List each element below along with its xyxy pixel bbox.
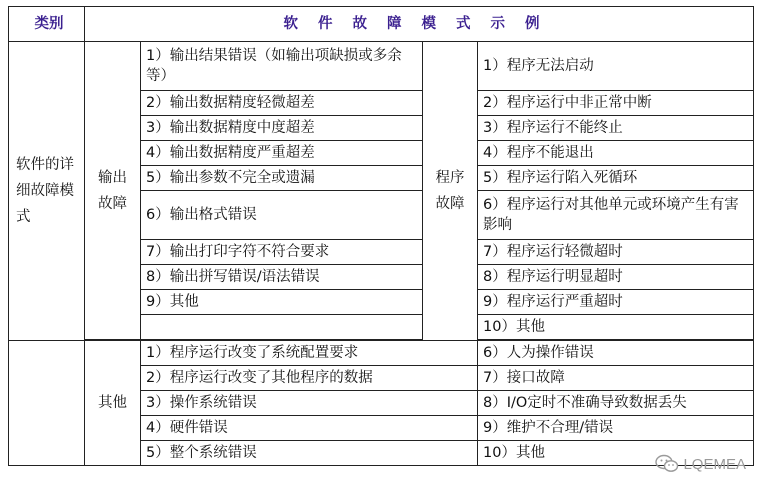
header-row: [9, 7, 754, 42]
output-fault-item: 7）输出打印字符不符合要求: [141, 240, 423, 265]
group-other-label: 其他: [85, 341, 141, 466]
output-fault-item: 8）输出拼写错误/语法错误: [141, 265, 423, 290]
program-fault-item: 9）程序运行严重超时: [478, 290, 754, 315]
other-fault-item: 6）人为操作错误: [478, 341, 754, 366]
fault-mode-table: [8, 6, 754, 466]
program-fault-item: 5）程序运行陷入死循环: [478, 166, 754, 191]
other-fault-item: 3）操作系统错误: [141, 391, 478, 416]
other-fault-item: 8）I/O定时不准确导致数据丢失: [478, 391, 754, 416]
other-fault-item: 5）整个系统错误: [141, 441, 478, 466]
watermark-text: LQEMEA: [683, 455, 746, 473]
wechat-icon: [655, 454, 679, 474]
output-fault-item: 9）其他: [141, 290, 423, 315]
program-fault-item: 3）程序运行不能终止: [478, 116, 754, 141]
other-fault-item: 4）硬件错误: [141, 416, 478, 441]
category-header: 类别: [9, 7, 85, 42]
table-title: 软件故障模式示例: [85, 7, 754, 42]
other-fault-item: 9）维护不合理/错误: [478, 416, 754, 441]
output-fault-item-empty: [141, 315, 423, 340]
output-fault-item: 5）输出参数不完全或遗漏: [141, 166, 423, 191]
program-fault-item: 10）其他: [478, 315, 754, 340]
category-other-blank: [9, 341, 85, 466]
output-fault-item: 6）输出格式错误: [141, 191, 423, 240]
watermark: [655, 454, 746, 474]
other-fault-item: 1）程序运行改变了系统配置要求: [141, 341, 478, 366]
program-fault-item: 4）程序不能退出: [478, 141, 754, 166]
program-fault-item: 8）程序运行明显超时: [478, 265, 754, 290]
program-fault-item: 6）程序运行对其他单元或环境产生有害影响: [478, 191, 754, 240]
output-fault-item: 4）输出数据精度严重超差: [141, 141, 423, 166]
group-program-label: 程序故障: [423, 42, 478, 341]
group-output-label: 输出故障: [85, 42, 141, 340]
program-fault-item: 1）程序无法启动: [478, 42, 754, 91]
program-fault-item: 7）程序运行轻微超时: [478, 240, 754, 265]
output-fault-item: 1）输出结果错误（如输出项缺损或多余等）: [141, 42, 423, 91]
output-fault-item: 3）输出数据精度中度超差: [141, 116, 423, 141]
other-fault-item: 10）其他: [478, 441, 754, 466]
other-fault-item: 7）接口故障: [478, 366, 754, 391]
output-fault-item: 2）输出数据精度轻微超差: [141, 91, 423, 116]
other-fault-item: 2）程序运行改变了其他程序的数据: [141, 366, 478, 391]
category-detailed: 软件的详细故障模式: [9, 42, 85, 341]
program-fault-item: 2）程序运行中非正常中断: [478, 91, 754, 116]
